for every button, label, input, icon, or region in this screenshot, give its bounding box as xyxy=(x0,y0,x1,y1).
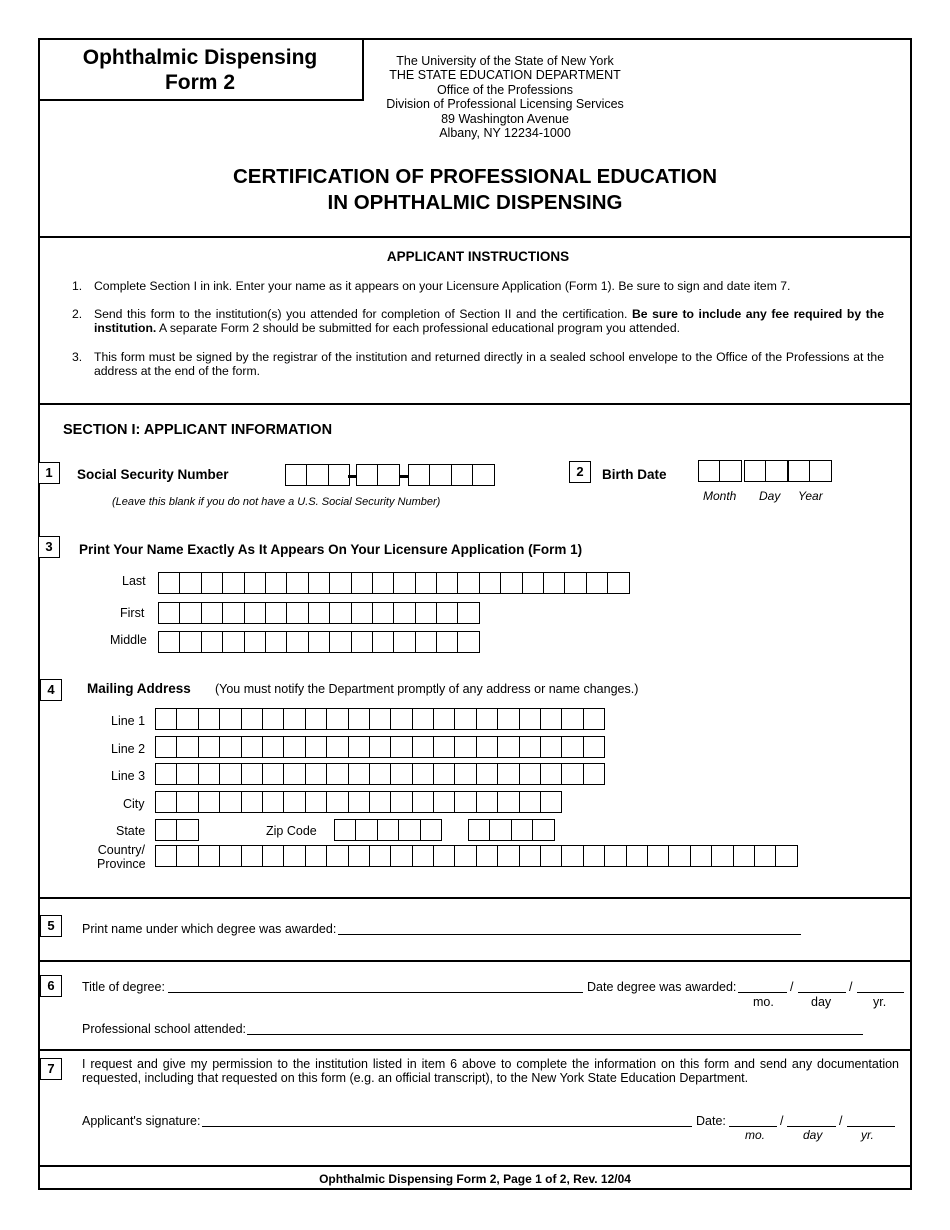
entry-cell[interactable] xyxy=(329,602,351,624)
entry-cell[interactable] xyxy=(390,736,412,758)
entry-cell[interactable] xyxy=(244,631,266,653)
divider xyxy=(38,1049,912,1051)
entry-cell[interactable] xyxy=(334,819,356,841)
entry-cell[interactable] xyxy=(476,763,498,785)
entry-cell[interactable] xyxy=(244,572,266,594)
entry-cell[interactable] xyxy=(351,572,373,594)
entry-cell[interactable] xyxy=(176,708,198,730)
entry-cell[interactable] xyxy=(390,845,412,867)
entry-cell[interactable] xyxy=(390,708,412,730)
degree-date-day-line[interactable] xyxy=(798,992,846,993)
entry-cell[interactable] xyxy=(626,845,648,867)
entry-cell[interactable] xyxy=(241,736,263,758)
mailing-address-note: (You must notify the Department promptly of any address or name changes.) xyxy=(215,682,639,696)
country-label-line: Country/ xyxy=(97,843,145,857)
entry-cell[interactable] xyxy=(519,791,541,813)
form-title-line1: Ophthalmic Dispensing xyxy=(82,46,318,69)
signature-label: Applicant's signature: xyxy=(82,1114,201,1128)
entry-cell[interactable] xyxy=(305,736,327,758)
entry-cell[interactable] xyxy=(262,791,284,813)
degree-date-year-line[interactable] xyxy=(857,992,904,993)
instruction-number: 3. xyxy=(72,350,83,364)
entry-cell[interactable] xyxy=(393,572,415,594)
item-number-3: 3 xyxy=(38,536,60,558)
year-caption: yr. xyxy=(861,1128,874,1142)
entry-cell[interactable] xyxy=(219,791,241,813)
entry-cell[interactable] xyxy=(179,631,201,653)
entry-cell[interactable] xyxy=(262,736,284,758)
entry-cell[interactable] xyxy=(497,708,519,730)
item-number-2: 2 xyxy=(569,461,591,483)
slash: / xyxy=(839,1114,843,1128)
entry-cell[interactable] xyxy=(244,602,266,624)
entry-cell[interactable] xyxy=(433,791,455,813)
first-name-field[interactable] xyxy=(158,602,479,624)
agency-line: THE STATE EDUCATION DEPARTMENT xyxy=(389,68,621,83)
entry-cell[interactable] xyxy=(377,819,399,841)
name-label: Print Your Name Exactly As It Appears On Your Licensure Application (Form 1) xyxy=(79,542,583,557)
entry-cell[interactable] xyxy=(436,631,458,653)
entry-cell[interactable] xyxy=(241,791,263,813)
entry-cell[interactable] xyxy=(561,736,583,758)
entry-cell[interactable] xyxy=(457,602,479,624)
day-caption: day xyxy=(811,995,832,1009)
state-field[interactable] xyxy=(155,819,198,841)
ssn-label: Social Security Number xyxy=(77,467,229,482)
entry-cell[interactable] xyxy=(415,631,437,653)
page-title xyxy=(38,164,912,216)
entry-cell[interactable] xyxy=(540,736,562,758)
entry-cell[interactable] xyxy=(457,631,479,653)
entry-cell[interactable] xyxy=(326,708,348,730)
instructions-heading: APPLICANT INSTRUCTIONS xyxy=(386,249,570,264)
entry-cell[interactable] xyxy=(564,572,586,594)
entry-cell[interactable] xyxy=(201,572,223,594)
entry-cell[interactable] xyxy=(326,736,348,758)
address-line1-label: Line 1 xyxy=(111,714,146,728)
mailing-address-label: Mailing Address xyxy=(87,681,191,696)
entry-cell[interactable] xyxy=(198,845,220,867)
entry-cell[interactable] xyxy=(454,763,476,785)
entry-cell[interactable] xyxy=(308,631,330,653)
entry-cell[interactable] xyxy=(561,845,583,867)
divider xyxy=(38,236,912,238)
entry-cell[interactable] xyxy=(393,631,415,653)
ssn-note: (Leave this blank if you do not have a U.S. Social Security Number) xyxy=(112,496,441,508)
instruction-number: 2. xyxy=(72,307,83,321)
ssn-field[interactable] xyxy=(408,464,494,486)
entry-cell[interactable] xyxy=(604,845,626,867)
entry-cell[interactable] xyxy=(348,736,370,758)
entry-cell[interactable] xyxy=(155,736,177,758)
entry-cell[interactable] xyxy=(283,791,305,813)
slash: / xyxy=(780,1114,784,1128)
entry-cell[interactable] xyxy=(540,845,562,867)
month-caption: mo. xyxy=(753,995,774,1009)
entry-cell[interactable] xyxy=(500,572,522,594)
entry-cell[interactable] xyxy=(540,791,562,813)
entry-cell[interactable] xyxy=(326,763,348,785)
entry-cell[interactable] xyxy=(369,708,391,730)
entry-cell[interactable] xyxy=(476,736,498,758)
entry-cell[interactable] xyxy=(283,845,305,867)
item-number-7: 7 xyxy=(40,1058,62,1080)
entry-cell[interactable] xyxy=(305,763,327,785)
entry-cell[interactable] xyxy=(433,708,455,730)
entry-cell[interactable] xyxy=(348,845,370,867)
entry-cell[interactable] xyxy=(583,763,605,785)
entry-cell[interactable] xyxy=(348,791,370,813)
birth-year-field[interactable] xyxy=(788,460,831,482)
entry-cell[interactable] xyxy=(369,736,391,758)
signature-date-month-line[interactable] xyxy=(729,1126,777,1127)
entry-cell[interactable] xyxy=(415,572,437,594)
entry-cell[interactable] xyxy=(158,572,180,594)
entry-cell[interactable] xyxy=(262,708,284,730)
entry-cell[interactable] xyxy=(329,572,351,594)
country-label xyxy=(97,843,145,871)
entry-cell[interactable] xyxy=(369,845,391,867)
entry-cell[interactable] xyxy=(158,602,180,624)
entry-cell[interactable] xyxy=(198,791,220,813)
entry-cell[interactable] xyxy=(372,602,394,624)
year-caption: Year xyxy=(798,489,823,503)
entry-cell[interactable] xyxy=(286,631,308,653)
entry-cell[interactable] xyxy=(179,572,201,594)
entry-cell[interactable] xyxy=(583,845,605,867)
entry-cell[interactable] xyxy=(262,845,284,867)
agency-address xyxy=(370,54,640,140)
entry-cell[interactable] xyxy=(497,845,519,867)
entry-cell[interactable] xyxy=(219,763,241,785)
slash: / xyxy=(849,980,853,994)
entry-cell[interactable] xyxy=(561,708,583,730)
last-name-field[interactable] xyxy=(158,572,629,594)
section-heading: SECTION I: APPLICANT INFORMATION xyxy=(63,422,333,438)
day-caption: Day xyxy=(759,489,781,503)
entry-cell[interactable] xyxy=(454,845,476,867)
signature-date-day-line[interactable] xyxy=(787,1126,836,1127)
entry-cell[interactable] xyxy=(390,791,412,813)
degree-title-line[interactable] xyxy=(168,992,583,993)
last-name-label: Last xyxy=(122,574,146,588)
entry-cell[interactable] xyxy=(265,602,287,624)
agency-line: The University of the State of New York xyxy=(396,54,614,68)
agency-line: 89 Washington Avenue xyxy=(441,111,569,126)
instruction-3: This form must be signed by the registrar of the institution and returned directly in a sealed school envelope to the Office of the Professions at the address at the end of the form. xyxy=(94,350,884,378)
entry-cell[interactable] xyxy=(412,708,434,730)
address-line1-field[interactable] xyxy=(155,708,604,730)
entry-cell[interactable] xyxy=(511,819,533,841)
entry-cell[interactable] xyxy=(283,708,305,730)
zip-label: Zip Code xyxy=(266,824,317,838)
item-number-6: 6 xyxy=(40,975,62,997)
degree-name-line[interactable] xyxy=(338,934,801,935)
entry-cell[interactable] xyxy=(647,845,669,867)
entry-cell[interactable] xyxy=(436,602,458,624)
entry-cell[interactable] xyxy=(155,845,177,867)
instruction-2-fee-note: Be sure to include any fee required by the institution. xyxy=(94,307,884,335)
entry-cell[interactable] xyxy=(583,736,605,758)
entry-cell[interactable] xyxy=(201,631,223,653)
agency-line: Albany, NY 12234-1000 xyxy=(439,126,571,141)
entry-cell[interactable] xyxy=(241,763,263,785)
entry-cell[interactable] xyxy=(179,602,201,624)
entry-cell[interactable] xyxy=(497,791,519,813)
entry-cell[interactable] xyxy=(305,791,327,813)
entry-cell[interactable] xyxy=(519,708,541,730)
entry-cell[interactable] xyxy=(775,845,797,867)
day-caption: day xyxy=(803,1128,823,1142)
entry-cell[interactable] xyxy=(198,708,220,730)
item-number-5: 5 xyxy=(40,915,62,937)
entry-cell[interactable] xyxy=(176,791,198,813)
city-field[interactable] xyxy=(155,791,561,813)
entry-cell[interactable] xyxy=(412,763,434,785)
entry-cell[interactable] xyxy=(561,763,583,785)
instruction-2 xyxy=(94,307,884,335)
form-title-box xyxy=(38,38,364,101)
entry-cell[interactable] xyxy=(497,736,519,758)
zip-field[interactable] xyxy=(334,819,441,841)
entry-cell[interactable] xyxy=(532,819,554,841)
middle-name-label: Middle xyxy=(110,633,147,647)
signature-line[interactable] xyxy=(202,1126,692,1127)
entry-cell[interactable] xyxy=(348,763,370,785)
agency-line: Office of the Professions xyxy=(437,82,573,97)
entry-cell[interactable] xyxy=(155,708,177,730)
entry-cell[interactable] xyxy=(283,736,305,758)
entry-cell[interactable] xyxy=(286,572,308,594)
entry-cell[interactable] xyxy=(468,819,490,841)
entry-cell[interactable] xyxy=(265,631,287,653)
first-name-label: First xyxy=(120,606,145,620)
degree-title-label: Title of degree: xyxy=(82,980,165,994)
entry-cell[interactable] xyxy=(326,791,348,813)
entry-cell[interactable] xyxy=(329,631,351,653)
country-field[interactable] xyxy=(155,845,797,867)
entry-cell[interactable] xyxy=(412,791,434,813)
degree-date-month-line[interactable] xyxy=(738,992,787,993)
divider xyxy=(38,1165,912,1167)
entry-cell[interactable] xyxy=(355,819,377,841)
entry-cell[interactable] xyxy=(283,763,305,785)
entry-cell[interactable] xyxy=(372,631,394,653)
degree-name-label: Print name under which degree was awarded: xyxy=(82,922,337,936)
ssn-field[interactable] xyxy=(356,464,399,486)
country-label-line: Province xyxy=(97,857,146,871)
slash: / xyxy=(790,980,794,994)
entry-cell[interactable] xyxy=(241,708,263,730)
instruction-number: 1. xyxy=(72,279,83,293)
address-line2-label: Line 2 xyxy=(111,742,146,756)
permission-text: I request and give my permission to the institution listed in item 6 above to complete the information on this form and send any documentation requested, including that requested on this form (e.g. an official transcript), to the New York State Education Department. xyxy=(82,1057,899,1085)
entry-cell[interactable] xyxy=(476,845,498,867)
entry-cell[interactable] xyxy=(412,845,434,867)
entry-cell[interactable] xyxy=(733,845,755,867)
school-label: Professional school attended: xyxy=(82,1022,246,1036)
entry-cell[interactable] xyxy=(219,736,241,758)
birth-day-field[interactable] xyxy=(744,460,787,482)
form-title-line2: Form 2 xyxy=(164,71,235,94)
entry-cell[interactable] xyxy=(155,763,177,785)
entry-cell[interactable] xyxy=(390,763,412,785)
month-caption: Month xyxy=(703,489,737,503)
school-line[interactable] xyxy=(247,1034,863,1035)
entry-cell[interactable] xyxy=(454,791,476,813)
entry-cell[interactable] xyxy=(305,708,327,730)
address-line3-field[interactable] xyxy=(155,763,604,785)
entry-cell[interactable] xyxy=(155,819,177,841)
divider xyxy=(38,897,912,899)
middle-name-field[interactable] xyxy=(158,631,479,653)
entry-cell[interactable] xyxy=(348,708,370,730)
instruction-2-text: A separate Form 2 should be submitted for each professional educational program you attended. xyxy=(156,321,680,335)
page-title-line1: CERTIFICATION OF PROFESSIONAL EDUCATION xyxy=(232,165,718,188)
entry-cell[interactable] xyxy=(476,708,498,730)
entry-cell[interactable] xyxy=(519,763,541,785)
entry-cell[interactable] xyxy=(351,602,373,624)
birth-month-field[interactable] xyxy=(698,460,741,482)
entry-cell[interactable] xyxy=(540,708,562,730)
year-caption: yr. xyxy=(873,995,887,1009)
entry-cell[interactable] xyxy=(158,631,180,653)
entry-cell[interactable] xyxy=(222,602,244,624)
entry-cell[interactable] xyxy=(351,631,373,653)
entry-cell[interactable] xyxy=(436,572,458,594)
entry-cell[interactable] xyxy=(454,708,476,730)
page-title-line2: IN OPHTHALMIC DISPENSING xyxy=(327,191,623,214)
entry-cell[interactable] xyxy=(415,602,437,624)
signature-date-label: Date: xyxy=(696,1114,726,1128)
address-line2-field[interactable] xyxy=(155,736,604,758)
agency-line: Division of Professional Licensing Services xyxy=(386,97,624,112)
entry-cell[interactable] xyxy=(519,736,541,758)
degree-date-label: Date degree was awarded: xyxy=(587,980,737,994)
entry-cell[interactable] xyxy=(398,819,420,841)
entry-cell[interactable] xyxy=(305,845,327,867)
ssn-field[interactable] xyxy=(285,464,349,486)
entry-cell[interactable] xyxy=(369,791,391,813)
entry-cell[interactable] xyxy=(583,708,605,730)
entry-cell[interactable] xyxy=(308,602,330,624)
entry-cell[interactable] xyxy=(479,572,501,594)
entry-cell[interactable] xyxy=(668,845,690,867)
entry-cell[interactable] xyxy=(540,763,562,785)
entry-cell[interactable] xyxy=(265,572,287,594)
entry-cell[interactable] xyxy=(176,819,198,841)
entry-cell[interactable] xyxy=(457,572,479,594)
entry-cell[interactable] xyxy=(372,572,394,594)
entry-cell[interactable] xyxy=(607,572,629,594)
entry-cell[interactable] xyxy=(454,736,476,758)
entry-cell[interactable] xyxy=(522,572,544,594)
entry-cell[interactable] xyxy=(308,572,330,594)
birth-date-label: Birth Date xyxy=(602,467,667,482)
entry-cell[interactable] xyxy=(433,763,455,785)
entry-cell[interactable] xyxy=(754,845,776,867)
signature-date-year-line[interactable] xyxy=(847,1126,895,1127)
entry-cell[interactable] xyxy=(219,845,241,867)
entry-cell[interactable] xyxy=(497,763,519,785)
entry-cell[interactable] xyxy=(326,845,348,867)
entry-cell[interactable] xyxy=(241,845,263,867)
entry-cell[interactable] xyxy=(476,791,498,813)
divider xyxy=(38,960,912,962)
entry-cell[interactable] xyxy=(155,791,177,813)
city-label: City xyxy=(123,797,145,811)
page-footer: Ophthalmic Dispensing Form 2, Page 1 of 2, Rev. 12/04 xyxy=(319,1172,631,1186)
entry-cell[interactable] xyxy=(219,708,241,730)
entry-cell[interactable] xyxy=(198,736,220,758)
entry-cell[interactable] xyxy=(412,736,434,758)
item-number-1: 1 xyxy=(38,462,60,484)
entry-cell[interactable] xyxy=(198,763,220,785)
entry-cell[interactable] xyxy=(222,631,244,653)
entry-cell[interactable] xyxy=(519,845,541,867)
address-line3-label: Line 3 xyxy=(111,769,146,783)
entry-cell[interactable] xyxy=(262,763,284,785)
entry-cell[interactable] xyxy=(711,845,733,867)
entry-cell[interactable] xyxy=(420,819,442,841)
entry-cell[interactable] xyxy=(201,602,223,624)
entry-cell[interactable] xyxy=(176,736,198,758)
entry-cell[interactable] xyxy=(489,819,511,841)
instruction-2-text: Send this form to the institution(s) you attended for completion of Section II and the certification. xyxy=(94,307,632,321)
entry-cell[interactable] xyxy=(433,736,455,758)
divider xyxy=(38,403,912,405)
entry-cell[interactable] xyxy=(586,572,608,594)
entry-cell[interactable] xyxy=(543,572,565,594)
entry-cell[interactable] xyxy=(176,845,198,867)
state-label: State xyxy=(116,824,146,838)
entry-cell[interactable] xyxy=(222,572,244,594)
item-number-4: 4 xyxy=(40,679,62,701)
zip-extension-field[interactable] xyxy=(468,819,554,841)
entry-cell[interactable] xyxy=(393,602,415,624)
entry-cell[interactable] xyxy=(369,763,391,785)
entry-cell[interactable] xyxy=(690,845,712,867)
entry-cell[interactable] xyxy=(176,763,198,785)
entry-cell[interactable] xyxy=(286,602,308,624)
entry-cell[interactable] xyxy=(433,845,455,867)
instruction-1: Complete Section I in ink. Enter your name as it appears on your Licensure Application (Form 1). Be sure to sign and date item 7. xyxy=(94,279,791,293)
month-caption: mo. xyxy=(745,1128,766,1142)
